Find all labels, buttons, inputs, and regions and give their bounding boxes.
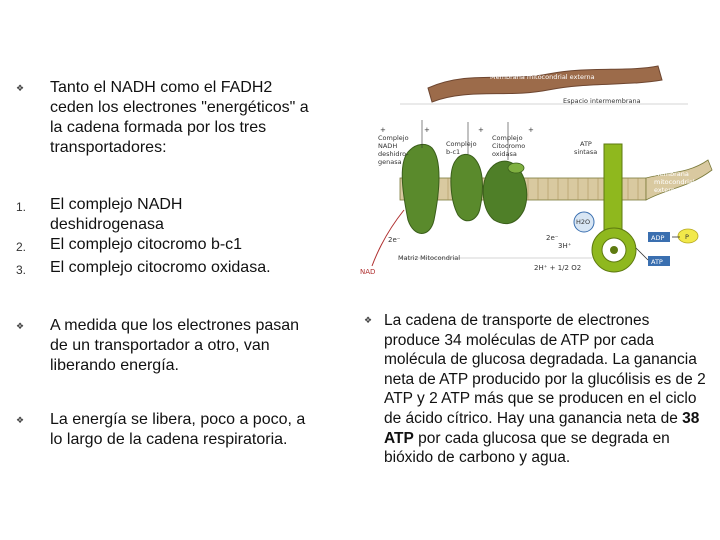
- plus-label: +: [528, 126, 534, 134]
- text-line: El complejo citocromo b-c1: [50, 236, 243, 253]
- electron-transport-chain-diagram: [358, 60, 720, 288]
- bullet-text-2: [50, 316, 350, 376]
- two-e-label: 2e⁻: [546, 234, 559, 242]
- text-line: A medida que los electrones pasan: [50, 317, 300, 334]
- complex1-label: NADH: [378, 142, 398, 150]
- text-line: liberando energía.: [50, 357, 179, 374]
- inner-membrane-label: mitocondrial: [654, 178, 695, 186]
- intermembrane-label: Espacio intermembrana: [563, 97, 641, 105]
- highlight-text: 38 ATP: [384, 409, 700, 447]
- half-o2-label: 2H⁺ + 1/2 O2: [534, 264, 582, 272]
- plus-label: +: [478, 126, 484, 134]
- adp-label: ADP: [651, 234, 665, 242]
- bullet-text-3: [50, 410, 350, 450]
- text-line: lo largo de la cadena respiratoria.: [50, 431, 288, 448]
- plus-label: +: [424, 126, 430, 134]
- atp-label: ATP: [651, 258, 663, 266]
- bullet-icon: ❖: [16, 84, 25, 94]
- right-paragraph: [384, 311, 706, 468]
- text-line: El complejo citocromo oxidasa.: [50, 259, 271, 276]
- complex1-label: deshidro-: [378, 150, 409, 158]
- text-line: Tanto el NADH como el FADH2: [50, 79, 273, 96]
- atp-synthase-label: sintasa: [574, 148, 598, 156]
- complex2-label: Complejo: [446, 140, 477, 148]
- complex3-label: Citocromo: [492, 142, 526, 150]
- list-item-3: [50, 258, 350, 278]
- inner-membrane-label: Membrana: [654, 170, 689, 178]
- text-line: La energía se libera, poco a poco, a: [50, 411, 306, 428]
- list-item-1: [50, 195, 350, 235]
- text-line: El complejo NADH: [50, 196, 183, 213]
- list-item-2: [50, 235, 350, 255]
- two-h-label: 3H⁺: [558, 242, 572, 250]
- text-line: transportadores:: [50, 139, 167, 156]
- inner-membrane-label: externa: [654, 186, 679, 194]
- bullet-icon: ❖: [16, 416, 25, 426]
- paragraph-text: La cadena de transporte de electrones produce 34 moléculas de ATP por cada molécula de glucosa degradada. La ganancia neta de ATP producido por la glucólisis es de 2 ATP y 2 ATP más que se producen en el ciclo de ácido cítrico. Hay una ganancia neta de: [384, 312, 706, 427]
- outer-membrane-label: Membrana mitocondrial externa: [490, 73, 595, 81]
- atp-synthase-label: ATP: [580, 140, 592, 148]
- text-line: la cadena formada por los tres: [50, 119, 267, 136]
- h2o-label: H2O: [576, 218, 591, 226]
- complex-b-c1: [451, 154, 483, 220]
- text-line: deshidrogenasa: [50, 216, 164, 233]
- complex3-label: oxidasa: [492, 150, 517, 158]
- bullet-icon: ❖: [16, 322, 25, 332]
- matrix-label: Matriz Mitocondrial: [398, 254, 461, 262]
- complex1-label: genasa: [378, 158, 402, 166]
- plus-label: +: [380, 126, 386, 134]
- list-number: 2.: [16, 240, 27, 254]
- list-number: 3.: [16, 263, 27, 277]
- paragraph-text: por cada glucosa que se degrada en bióxido de carbono y agua.: [384, 429, 670, 467]
- pi-label: P: [685, 233, 689, 241]
- list-number: 1.: [16, 200, 27, 214]
- bullet-icon: ❖: [364, 316, 373, 326]
- complex2-label: b-c1: [446, 148, 461, 156]
- complex3-label: Complejo: [492, 134, 523, 142]
- atp-synthase-stalk: [604, 144, 622, 236]
- complex1-label: Complejo: [378, 134, 409, 142]
- bullet-text-1: [50, 78, 350, 158]
- text-line: de un transportador a otro, van: [50, 337, 270, 354]
- cytochrome-c: [508, 163, 524, 173]
- nad-label: NAD: [360, 268, 376, 276]
- two-e-label: 2e⁻: [388, 236, 401, 244]
- text-line: ceden los electrones "energéticos" a: [50, 99, 309, 116]
